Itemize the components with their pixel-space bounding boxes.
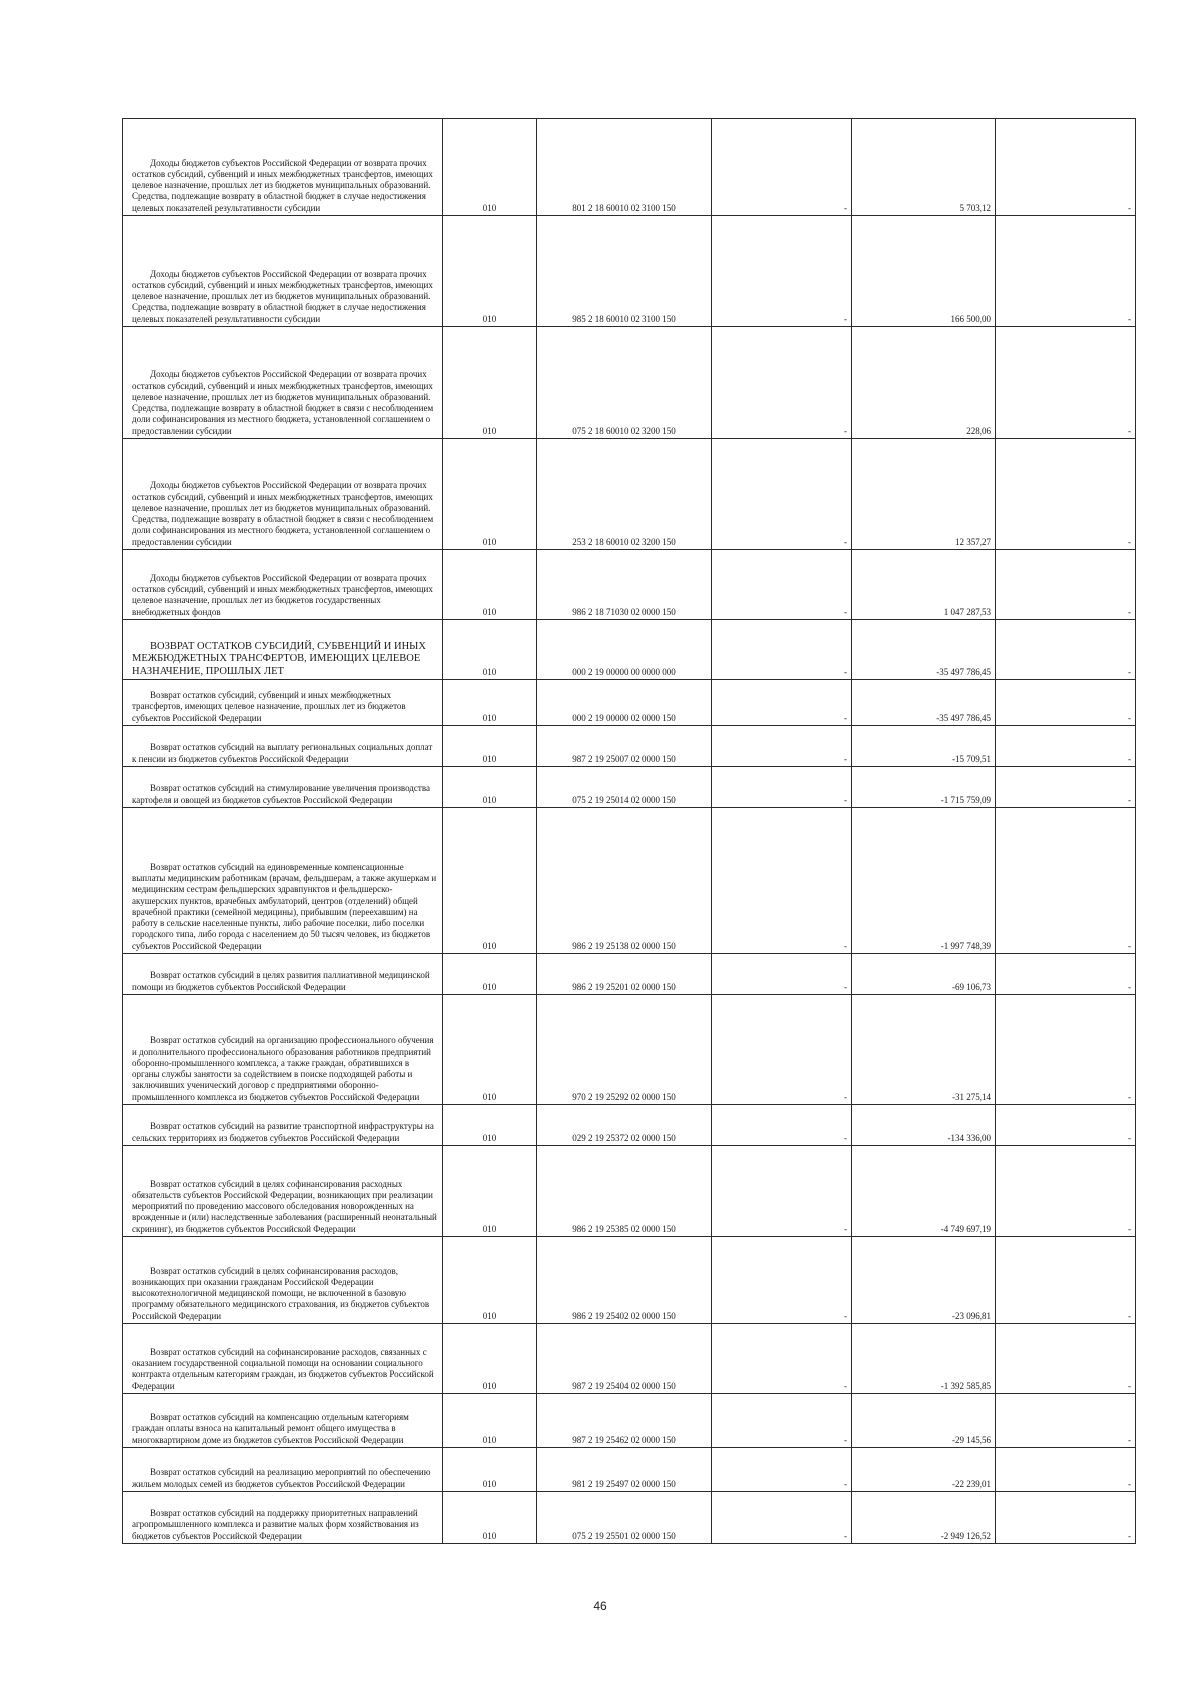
row-revenue-code: 075 2 19 25501 02 0000 150 xyxy=(537,1492,712,1544)
row-revenue-code: 075 2 18 60010 02 3200 150 xyxy=(537,327,712,439)
row-description-text: Возврат остатков субсидий на софинансирование расходов, связанных с оказанием государственной социальной помощи на основании социального контракта отдельным категориям граждан, из бюджетов субъектов Российской Федерации xyxy=(132,1346,434,1391)
row-description-text: Возврат остатков субсидий на поддержку приоритетных направлений агропромышленного комплекса и развитие малых форм хозяйствования из бюджетов субъектов Российской Федерации xyxy=(132,1508,419,1541)
row-unexecuted-amount: - xyxy=(996,808,1136,954)
budget-revenue-table xyxy=(122,118,1136,1544)
row-revenue-code: 981 2 19 25497 02 0000 150 xyxy=(537,1448,712,1492)
row-description xyxy=(123,1448,443,1492)
row-executed-amount: 228,06 xyxy=(852,327,996,439)
table-row xyxy=(123,726,1136,767)
row-unexecuted-amount: - xyxy=(996,680,1136,726)
row-assigned-amount: - xyxy=(712,1492,852,1544)
row-line-code: 010 xyxy=(443,1448,537,1492)
row-description-text: Доходы бюджетов субъектов Российской Федерации от возврата прочих остатков субсидий, субвенций и иных межбюджетных трансфертов, имеющих целевое назначение, прошлых лет из бюджетов государственных внебюджетных фондов xyxy=(132,572,433,617)
page-number: 46 xyxy=(593,1599,607,1613)
table-row xyxy=(123,1324,1136,1394)
row-executed-amount: -23 096,81 xyxy=(852,1237,996,1324)
row-description xyxy=(123,216,443,327)
row-executed-amount: -35 497 786,45 xyxy=(852,620,996,680)
row-description xyxy=(123,995,443,1105)
row-unexecuted-amount: - xyxy=(996,1146,1136,1237)
table-row xyxy=(123,327,1136,439)
row-description xyxy=(123,119,443,216)
row-revenue-code: 075 2 19 25014 02 0000 150 xyxy=(537,767,712,808)
row-unexecuted-amount: - xyxy=(996,1237,1136,1324)
table-row xyxy=(123,1448,1136,1492)
row-unexecuted-amount: - xyxy=(996,1105,1136,1146)
row-executed-amount: 166 500,00 xyxy=(852,216,996,327)
row-description xyxy=(123,1394,443,1448)
table-row xyxy=(123,1237,1136,1324)
row-executed-amount: 5 703,12 xyxy=(852,119,996,216)
row-revenue-code: 986 2 19 25385 02 0000 150 xyxy=(537,1146,712,1237)
row-line-code: 010 xyxy=(443,680,537,726)
row-line-code: 010 xyxy=(443,1394,537,1448)
row-assigned-amount: - xyxy=(712,1146,852,1237)
row-executed-amount: -31 275,14 xyxy=(852,995,996,1105)
row-description xyxy=(123,726,443,767)
row-executed-amount: -1 715 759,09 xyxy=(852,767,996,808)
row-revenue-code: 986 2 18 71030 02 0000 150 xyxy=(537,550,712,620)
row-unexecuted-amount: - xyxy=(996,1324,1136,1394)
row-assigned-amount: - xyxy=(712,1324,852,1394)
table-row xyxy=(123,119,1136,216)
table-row xyxy=(123,1105,1136,1146)
row-unexecuted-amount: - xyxy=(996,119,1136,216)
row-line-code: 010 xyxy=(443,954,537,995)
row-assigned-amount: - xyxy=(712,550,852,620)
row-executed-amount: -35 497 786,45 xyxy=(852,680,996,726)
row-unexecuted-amount: - xyxy=(996,995,1136,1105)
row-description-text: Доходы бюджетов субъектов Российской Федерации от возврата прочих остатков субсидий, субвенций и иных межбюджетных трансфертов, имеющих целевое назначение, прошлых лет из бюджетов муниципальных образований. Средства, подлежащие возврату в областной бюджет в связи с несоблюдением доли софинансирования из местного бюджета, установленной соглашением о предоставлении субсидии xyxy=(132,480,434,547)
row-revenue-code: 986 2 19 25402 02 0000 150 xyxy=(537,1237,712,1324)
row-unexecuted-amount: - xyxy=(996,1394,1136,1448)
row-description-text: Доходы бюджетов субъектов Российской Федерации от возврата прочих остатков субсидий, субвенций и иных межбюджетных трансфертов, имеющих целевое назначение, прошлых лет из бюджетов муниципальных образований. Средства, подлежащие возврату в областной бюджет в связи с несоблюдением доли софинансирования из местного бюджета, установленной соглашением о предоставлении субсидии xyxy=(132,369,434,436)
row-description xyxy=(123,1105,443,1146)
row-assigned-amount: - xyxy=(712,954,852,995)
row-description-text: Возврат остатков субсидий на реализацию мероприятий по обеспечению жильем молодых семей из бюджетов субъектов Российской Федерации xyxy=(132,1467,431,1489)
table-row xyxy=(123,767,1136,808)
row-assigned-amount: - xyxy=(712,1237,852,1324)
table-row xyxy=(123,1146,1136,1237)
row-executed-amount: -1 997 748,39 xyxy=(852,808,996,954)
row-executed-amount: -4 749 697,19 xyxy=(852,1146,996,1237)
row-line-code: 010 xyxy=(443,439,537,550)
table-row xyxy=(123,1394,1136,1448)
row-line-code: 010 xyxy=(443,119,537,216)
row-description xyxy=(123,1324,443,1394)
row-unexecuted-amount: - xyxy=(996,327,1136,439)
row-description-text: Доходы бюджетов субъектов Российской Федерации от возврата прочих остатков субсидий, субвенций и иных межбюджетных трансфертов, имеющих целевое назначение, прошлых лет из бюджетов муниципальных образований. Средства, подлежащие возврату в областной бюджет в случае недостижения целевых показателей результативности субсидии xyxy=(132,157,433,213)
row-revenue-code: 987 2 19 25462 02 0000 150 xyxy=(537,1394,712,1448)
table-row xyxy=(123,680,1136,726)
row-line-code: 010 xyxy=(443,995,537,1105)
row-assigned-amount: - xyxy=(712,327,852,439)
row-revenue-code: 986 2 19 25138 02 0000 150 xyxy=(537,808,712,954)
row-revenue-code: 000 2 19 00000 00 0000 000 xyxy=(537,620,712,680)
row-line-code: 010 xyxy=(443,327,537,439)
row-description xyxy=(123,954,443,995)
row-description-text: Возврат остатков субсидий, субвенций и иных межбюджетных трансфертов, имеющих целевое назначение, прошлых лет из бюджетов субъектов Российской Федерации xyxy=(132,690,406,723)
row-revenue-code: 029 2 19 25372 02 0000 150 xyxy=(537,1105,712,1146)
row-unexecuted-amount: - xyxy=(996,1492,1136,1544)
row-line-code: 010 xyxy=(443,1324,537,1394)
row-executed-amount: -29 145,56 xyxy=(852,1394,996,1448)
table-row xyxy=(123,808,1136,954)
row-description xyxy=(123,767,443,808)
row-revenue-code: 253 2 18 60010 02 3200 150 xyxy=(537,439,712,550)
row-executed-amount: 12 357,27 xyxy=(852,439,996,550)
row-line-code: 010 xyxy=(443,620,537,680)
row-description xyxy=(123,620,443,680)
row-assigned-amount: - xyxy=(712,726,852,767)
row-assigned-amount: - xyxy=(712,620,852,680)
row-assigned-amount: - xyxy=(712,216,852,327)
row-description-text: Возврат остатков субсидий на выплату региональных социальных доплат к пенсии из бюджетов субъектов Российской Федерации xyxy=(132,742,433,764)
row-description-text: Возврат остатков субсидий на компенсацию отдельным категориям граждан оплаты взноса на капитальный ремонт общего имущества в многоквартирном доме из бюджетов субъектов Российской Федерации xyxy=(132,1412,409,1445)
table-row xyxy=(123,550,1136,620)
row-revenue-code: 970 2 19 25292 02 0000 150 xyxy=(537,995,712,1105)
row-executed-amount: -2 949 126,52 xyxy=(852,1492,996,1544)
row-assigned-amount: - xyxy=(712,767,852,808)
row-line-code: 010 xyxy=(443,550,537,620)
row-line-code: 010 xyxy=(443,726,537,767)
row-assigned-amount: - xyxy=(712,995,852,1105)
row-executed-amount: -22 239,01 xyxy=(852,1448,996,1492)
row-unexecuted-amount: - xyxy=(996,954,1136,995)
row-description xyxy=(123,680,443,726)
row-description-text: Возврат остатков субсидий в целях софинансирования расходов, возникающих при оказании гражданам Российской Федерации высокотехнологичной медицинской помощи, не включенной в базовую программу обязательного медицинского страхования, из бюджетов субъектов Российской Федерации xyxy=(132,1265,430,1321)
row-executed-amount: 1 047 287,53 xyxy=(852,550,996,620)
row-unexecuted-amount: - xyxy=(996,550,1136,620)
row-description-text: Возврат остатков субсидий на стимулирование увеличения производства картофеля и овощей из бюджетов субъектов Российской Федерации xyxy=(132,783,430,805)
row-description xyxy=(123,550,443,620)
row-executed-amount: -15 709,51 xyxy=(852,726,996,767)
row-revenue-code: 801 2 18 60010 02 3100 150 xyxy=(537,119,712,216)
row-unexecuted-amount: - xyxy=(996,620,1136,680)
table-row xyxy=(123,620,1136,680)
row-description xyxy=(123,1237,443,1324)
table-row xyxy=(123,216,1136,327)
row-revenue-code: 987 2 19 25007 02 0000 150 xyxy=(537,726,712,767)
row-executed-amount: -69 106,73 xyxy=(852,954,996,995)
row-description xyxy=(123,439,443,550)
table-row xyxy=(123,439,1136,550)
row-line-code: 010 xyxy=(443,808,537,954)
row-description-text: ВОЗВРАТ ОСТАТКОВ СУБСИДИЙ, СУБВЕНЦИЙ И ИНЫХ МЕЖБЮДЖЕТНЫХ ТРАНСФЕРТОВ, ИМЕЮЩИХ ЦЕЛЕВОЕ НАЗНАЧЕНИЕ, ПРОШЛЫХ ЛЕТ xyxy=(132,640,426,677)
row-assigned-amount: - xyxy=(712,439,852,550)
row-description-text: Возврат остатков субсидий в целях развития паллиативной медицинской помощи из бюджетов субъектов Российской Федерации xyxy=(132,970,430,992)
row-assigned-amount: - xyxy=(712,1394,852,1448)
row-description-text: Возврат остатков субсидий в целях софинансирования расходных обязательств субъектов Российской Федерации, возникающих при реализации мероприятий по проведению массового обследования новорожденных на врожденные и (или) наследственные заболевания (расширенный неонатальный скрининг), из бюджетов субъектов Российской Федерации xyxy=(132,1178,437,1234)
row-line-code: 010 xyxy=(443,216,537,327)
row-unexecuted-amount: - xyxy=(996,216,1136,327)
row-assigned-amount: - xyxy=(712,680,852,726)
row-description xyxy=(123,327,443,439)
row-assigned-amount: - xyxy=(712,808,852,954)
table-body xyxy=(123,119,1136,1544)
table-row xyxy=(123,1492,1136,1544)
row-line-code: 010 xyxy=(443,1105,537,1146)
row-line-code: 010 xyxy=(443,1492,537,1544)
row-revenue-code: 986 2 19 25201 02 0000 150 xyxy=(537,954,712,995)
row-revenue-code: 985 2 18 60010 02 3100 150 xyxy=(537,216,712,327)
row-description-text: Возврат остатков субсидий на организацию профессионального обучения и дополнительного профессионального образования работников предприятий оборонно-промышленного комплекса, а также граждан, обратившихся в органы службы занятости за содействием в поиске подходящей работы и заключивших ученический договор с предприятиями оборонно-промышленного комплекса из бюджетов субъектов Российской Федерации xyxy=(132,1035,434,1102)
row-line-code: 010 xyxy=(443,767,537,808)
row-revenue-code: 000 2 19 00000 02 0000 150 xyxy=(537,680,712,726)
row-description-text: Доходы бюджетов субъектов Российской Федерации от возврата прочих остатков субсидий, субвенций и иных межбюджетных трансфертов, имеющих целевое назначение, прошлых лет из бюджетов муниципальных образований. Средства, подлежащие возврату в областной бюджет в случае недостижения целевых показателей результативности субсидии xyxy=(132,268,433,324)
row-description-text: Возврат остатков субсидий на единовременные компенсационные выплаты медицинским работникам (врачам, фельдшерам, а также акушеркам и медицинским сестрам фельдшерских здравпунктов и фельдшерско-акушерских пунктов, врачебных амбулаторий, центров (отделений) общей врачебной практики (семейной медицины), прибывшим (переехавшим) на работу в сельские населенные пункты, либо рабочие поселки, либо поселки городского типа, либо города с населением до 50 тысяч человек, из бюджетов субъектов Российской Федерации xyxy=(132,861,437,951)
row-revenue-code: 987 2 19 25404 02 0000 150 xyxy=(537,1324,712,1394)
row-description-text: Возврат остатков субсидий на развитие транспортной инфраструктуры на сельских территориях из бюджетов субъектов Российской Федерации xyxy=(132,1121,434,1143)
row-assigned-amount: - xyxy=(712,1448,852,1492)
row-executed-amount: -1 392 585,85 xyxy=(852,1324,996,1394)
row-line-code: 010 xyxy=(443,1146,537,1237)
row-executed-amount: -134 336,00 xyxy=(852,1105,996,1146)
row-unexecuted-amount: - xyxy=(996,767,1136,808)
row-unexecuted-amount: - xyxy=(996,726,1136,767)
row-description xyxy=(123,1146,443,1237)
row-description xyxy=(123,808,443,954)
table-row xyxy=(123,995,1136,1105)
row-description xyxy=(123,1492,443,1544)
row-assigned-amount: - xyxy=(712,119,852,216)
row-unexecuted-amount: - xyxy=(996,439,1136,550)
row-assigned-amount: - xyxy=(712,1105,852,1146)
row-unexecuted-amount: - xyxy=(996,1448,1136,1492)
row-line-code: 010 xyxy=(443,1237,537,1324)
table-row xyxy=(123,954,1136,995)
